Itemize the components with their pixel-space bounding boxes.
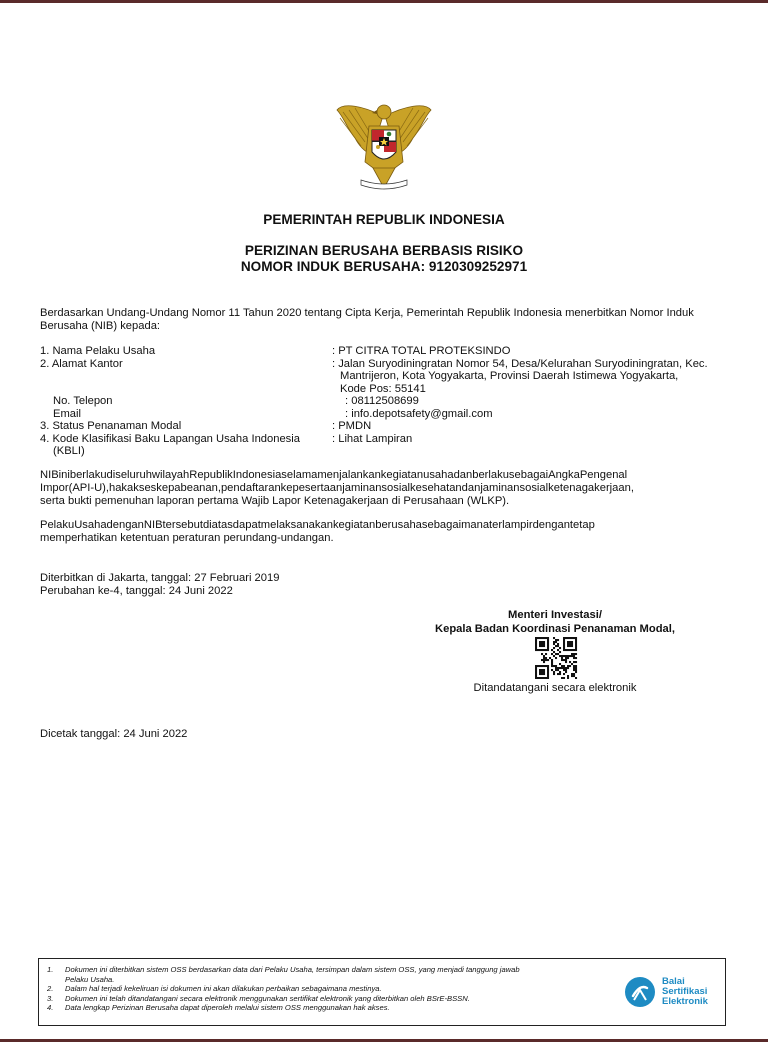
field-row-name — [40, 345, 740, 358]
note-line: Dokumen ini diterbitkan sistem OSS berdasarkan data dari Pelaku Usaha, tersimpan dalam sistem OSS, yang menjadi tanggung jawab — [65, 965, 520, 974]
obligation-paragraph — [40, 519, 736, 545]
bsre-logo-icon — [624, 976, 656, 1008]
bsre-line: Balai — [662, 976, 685, 987]
field-value: : 08112508699 — [345, 395, 419, 407]
field-value — [332, 358, 740, 396]
business-fields — [40, 345, 740, 458]
field-row-phone — [40, 395, 740, 408]
validity-paragraph — [40, 469, 736, 507]
page-top-border — [0, 0, 768, 3]
footer-note — [47, 965, 617, 984]
note-number: 3. — [47, 993, 54, 1003]
footer-note — [47, 994, 617, 1004]
field-row-kbli — [40, 433, 740, 458]
field-value: : PT CITRA TOTAL PROTEKSINDO — [332, 345, 511, 357]
garuda-emblem-icon — [333, 96, 435, 196]
footer-note — [47, 1003, 617, 1013]
issued-date: Diterbitkan di Jakarta, tanggal: 27 Februari 2019 — [40, 572, 280, 584]
field-label: Email — [53, 407, 81, 420]
field-row-status — [40, 420, 740, 433]
field-value: : info.depotsafety@gmail.com — [345, 407, 493, 420]
address-line-2: Mantrijeron, Kota Yogyakarta, Provinsi Daerah Istimewa Yogyakarta, — [340, 370, 679, 382]
amendment-date: Perubahan ke-4, tanggal: 24 Juni 2022 — [40, 584, 233, 597]
address-line-1: : Jalan Suryodiningratan Nomor 54, Desa/Kelurahan Suryodiningratan, Kec. — [332, 357, 708, 370]
printed-date: Dicetak tanggal: 24 Juni 2022 — [40, 728, 188, 740]
field-label: 2. Alamat Kantor — [40, 357, 123, 370]
paragraph-line: NIBiniberlakudiseluruhwilayahRepublikIndonesiaselamamenjalankankegiatanusahadanberlakusebagaiAngkaPengenal — [40, 469, 628, 481]
field-value: : Lihat Lampiran — [332, 432, 413, 445]
field-label: No. Telepon — [53, 395, 113, 407]
bsre-line: Elektronik — [662, 996, 708, 1007]
signatory-line-1: Menteri Investasi/ — [508, 609, 602, 621]
signatory-title — [400, 609, 710, 636]
paragraph-line: memperhatikan ketentuan peraturan perundang-undangan. — [40, 531, 334, 544]
field-label: 3. Status Penanaman Modal — [40, 420, 182, 432]
field-label — [40, 433, 332, 458]
note-line: Pelaku Usaha. — [65, 974, 115, 984]
kbli-label-line-2: (KBLI) — [53, 445, 85, 457]
footer-notes-box — [38, 958, 726, 1026]
paragraph-line: Impor(API-U),hakakseskepabeanan,pendaftarankepesertaanjaminansosialkesehatandanjaminansosialketenagakerjaan, — [40, 481, 634, 494]
qr-code-icon — [533, 637, 579, 679]
issued-info — [40, 572, 736, 598]
footer-note — [47, 984, 617, 994]
field-row-address — [40, 358, 740, 396]
note-text: Data lengkap Perizinan Berusaha dapat diperoleh melalui sistem OSS menggunakan hak akses. — [65, 1003, 390, 1013]
title-line-1: PERIZINAN BERUSAHA BERBASIS RISIKO — [244, 243, 524, 258]
note-text — [65, 965, 520, 984]
note-number: 4. — [47, 1003, 54, 1013]
bsre-logo — [624, 974, 724, 1010]
signatory-line-2: Kepala Badan Koordinasi Penanaman Modal, — [435, 622, 675, 635]
paragraph-line: serta bukti pemenuhan laporan pertama Wajib Lapor Ketenagakerjaan di Perusahaan (WLKP). — [40, 494, 510, 507]
field-row-email — [40, 408, 740, 421]
footer-notes — [47, 965, 617, 1013]
document-title — [0, 243, 768, 275]
note-text: Dalam hal terjadi kekeliruan isi dokumen ini akan dilakukan perbaikan sebagaimana mestinya. — [65, 984, 382, 994]
address-line-3: Kode Pos: 55141 — [340, 382, 426, 395]
government-heading: PEMERINTAH REPUBLIK INDONESIA — [263, 212, 505, 227]
kbli-label-line-1: 4. Kode Klasifikasi Baku Lapangan Usaha Indonesia — [40, 432, 300, 445]
paragraph-line: PelakuUsahadenganNIBtersebutdiatasdapatmelaksanakankegiatanberusahasebagaimanaterlampirdengantetap — [40, 519, 595, 531]
nib-number: NOMOR INDUK BERUSAHA: 9120309252971 — [240, 259, 528, 274]
intro-paragraph: Berdasarkan Undang-Undang Nomor 11 Tahun 2020 tentang Cipta Kerja, Pemerintah Republik Indonesia menerbitkan Nomor Induk Berusaha (NIB) kepada: — [40, 307, 694, 332]
note-number: 2. — [47, 984, 54, 994]
bsre-label — [662, 977, 708, 1007]
note-number: 1. — [47, 965, 54, 974]
e-signature-note: Ditandatangani secara elektronik — [473, 682, 637, 694]
note-text: Dokumen ini telah ditandatangani secara elektronik menggunakan sertifikat elektronik yang diterbitkan oleh BSrE-BSSN. — [65, 993, 470, 1003]
field-label: 1. Nama Pelaku Usaha — [40, 345, 156, 357]
field-value: : PMDN — [332, 420, 372, 432]
bsre-line: Sertifikasi — [662, 986, 708, 997]
